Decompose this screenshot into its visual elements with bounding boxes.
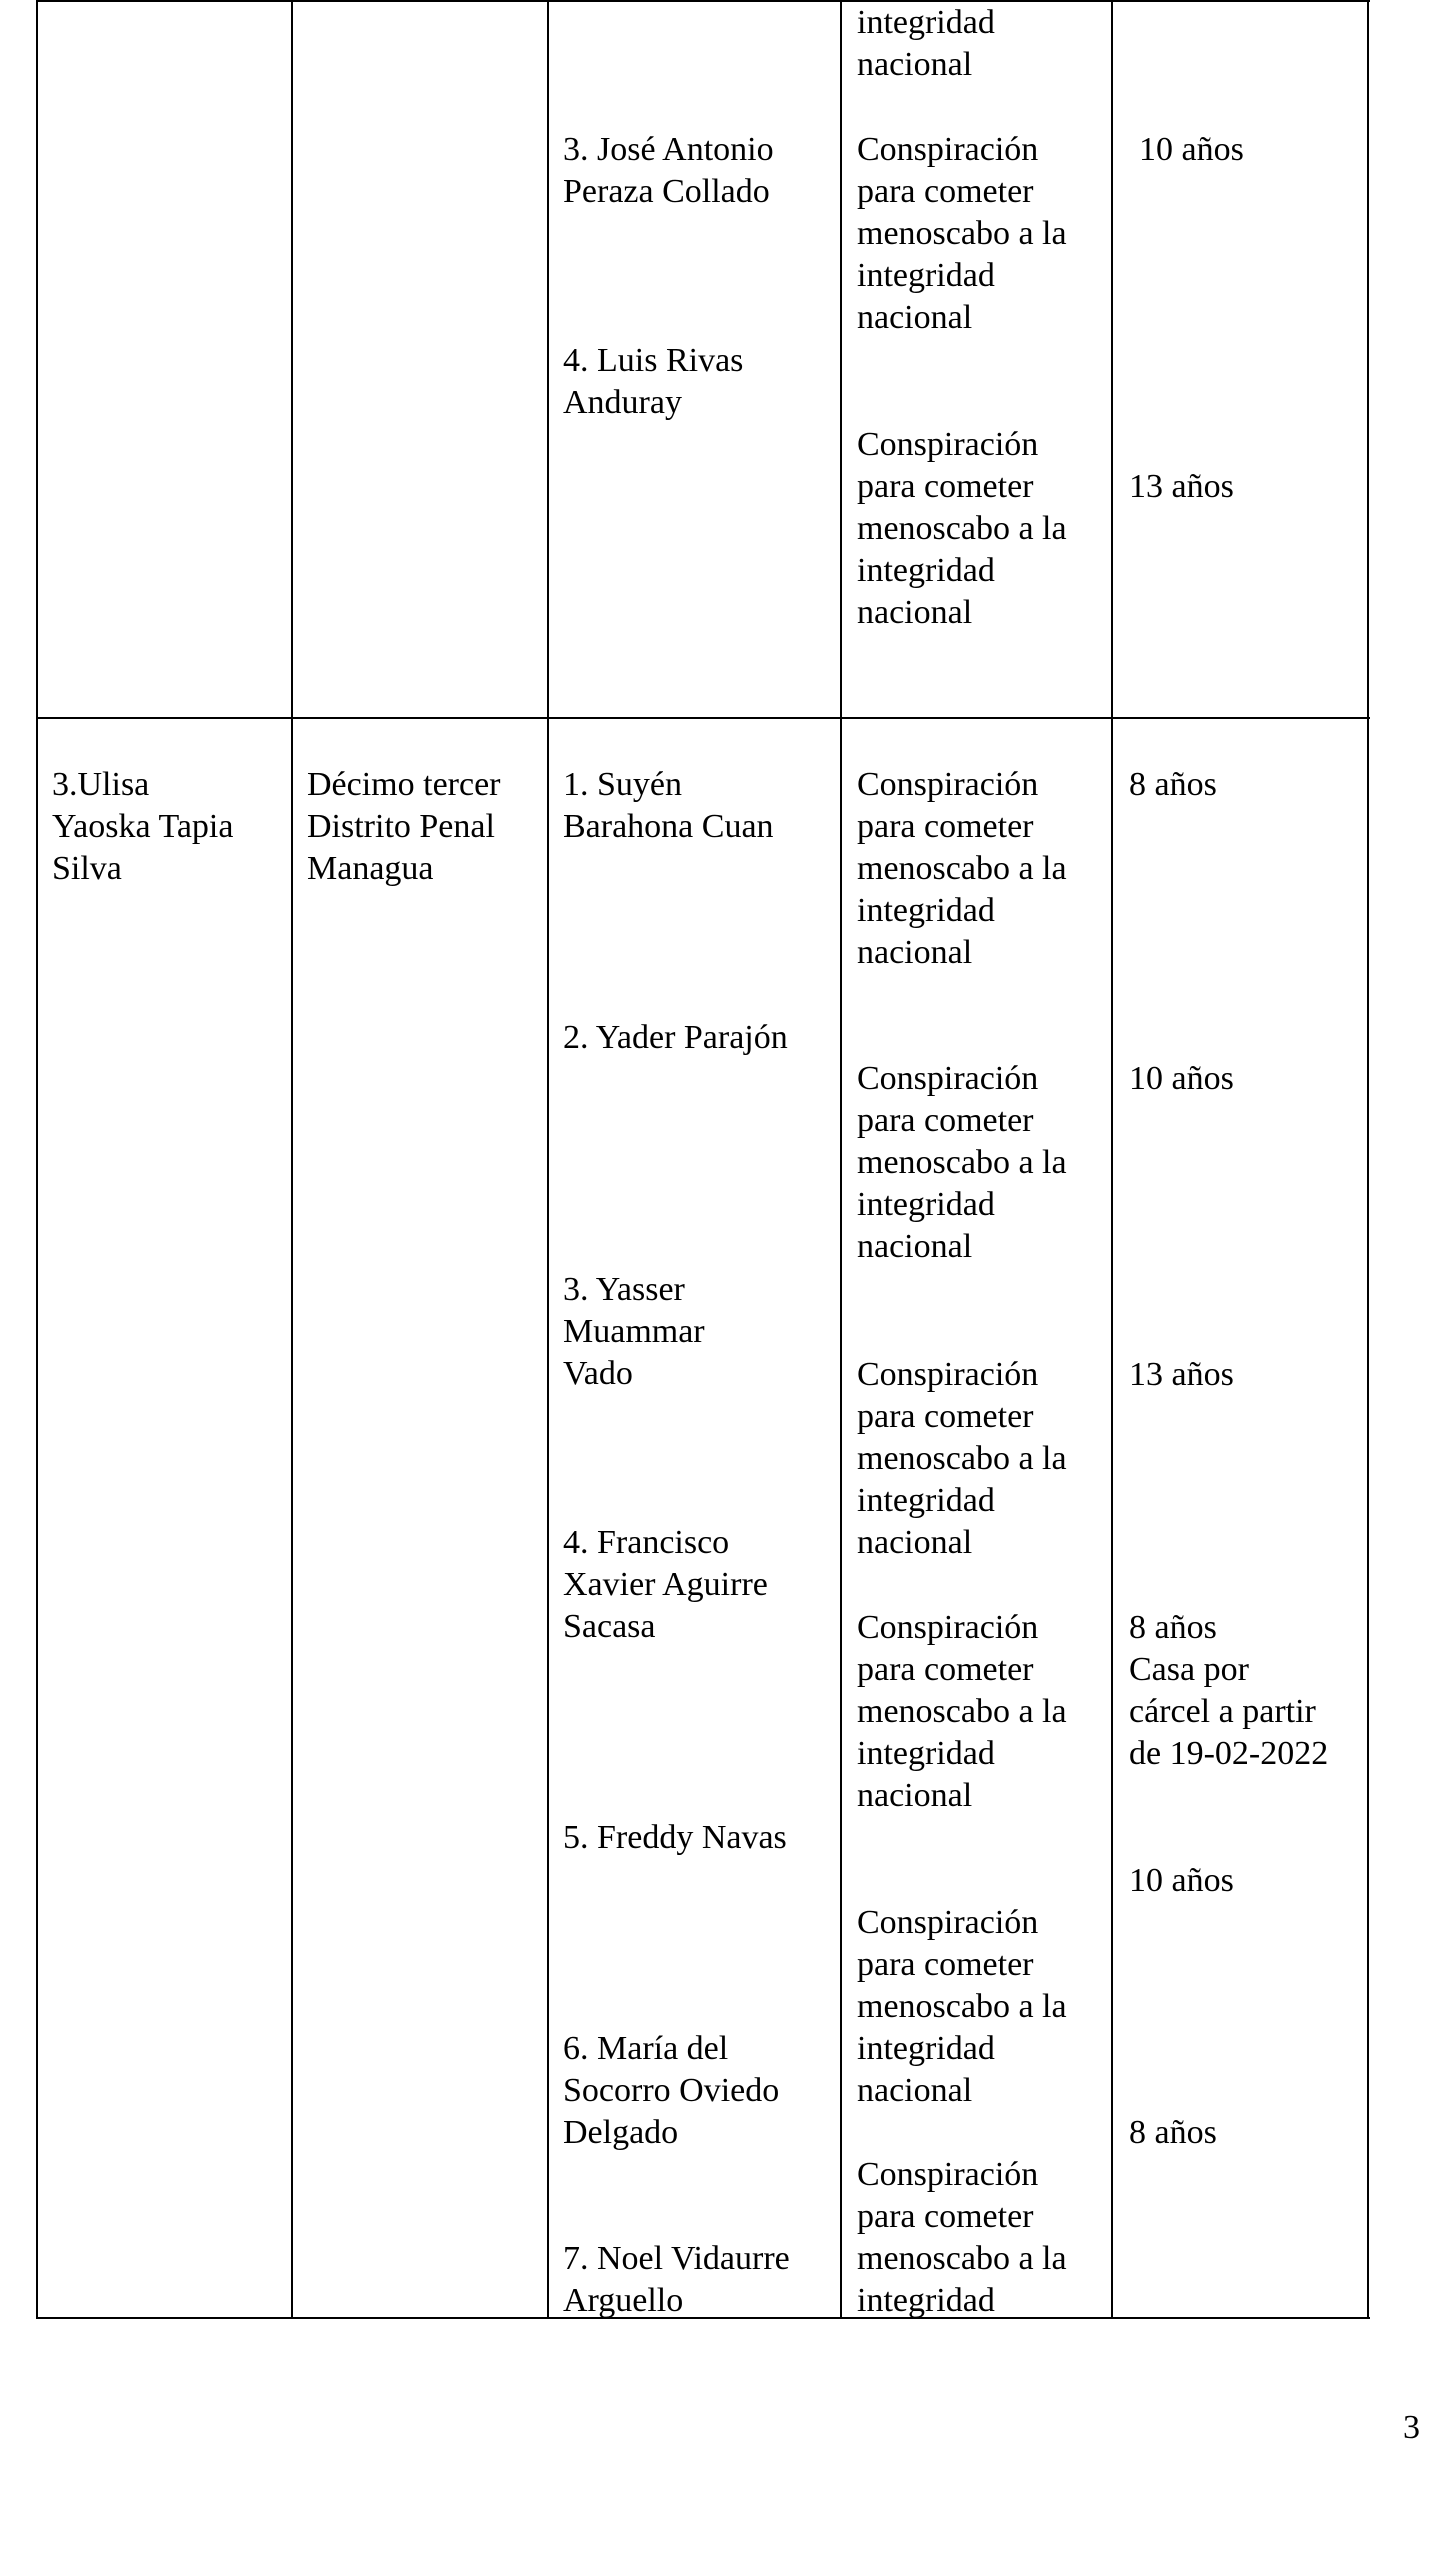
crime-cell: Conspiración para cometer menoscabo a la integridad nacional: [857, 1609, 1067, 1814]
crime-cell: Conspiración para cometer menoscabo a la integridad nacional: [857, 426, 1067, 631]
person-cell: 2. Yader Parajón: [563, 1019, 788, 1056]
judge-cell: 3.Ulisa Yaoska Tapia Silva: [52, 766, 234, 887]
row-divider: [36, 717, 1370, 719]
sentence-cell: 8 años Casa por cárcel a partir de 19-02-2022: [1129, 1609, 1329, 1772]
person-cell: 3. José Antonio Peraza Collado: [563, 131, 774, 210]
person-cell: 3. Yasser Muammar Vado: [563, 1271, 705, 1392]
person-cell: 1. Suyén Barahona Cuan: [563, 766, 774, 845]
person-cell: 4. Luis Rivas Anduray: [563, 342, 744, 421]
crime-cell: integridad nacional: [857, 4, 995, 83]
sentence-cell: 8 años: [1129, 766, 1217, 803]
crime-cell: Conspiración para cometer menoscabo a la integridad nacional: [857, 1356, 1067, 1561]
person-cell: 6. María del Socorro Oviedo Delgado: [563, 2030, 780, 2151]
column-divider-1: [291, 0, 293, 2319]
column-divider-2: [547, 0, 549, 2319]
person-cell: 5. Freddy Navas: [563, 1819, 787, 1856]
person-cell: 4. Francisco Xavier Aguirre Sacasa: [563, 1524, 768, 1645]
column-divider-3: [840, 0, 842, 2319]
person-cell: 7. Noel Vidaurre Arguello: [563, 2240, 790, 2319]
page-number: 3: [1403, 2409, 1420, 2446]
crime-cell: Conspiración para cometer menoscabo a la integridad nacional: [857, 1060, 1067, 1265]
sentence-cell: 10 años: [1129, 1862, 1234, 1899]
table-right-border: [1367, 0, 1369, 2319]
sentence-cell: 13 años: [1129, 1356, 1234, 1393]
crime-cell: Conspiración para cometer menoscabo a la integridad nacional: [857, 1904, 1067, 2109]
sentence-cell: 10 años: [1139, 131, 1244, 168]
sentence-cell: 13 años: [1129, 468, 1234, 505]
sentence-cell: 8 años: [1129, 2114, 1217, 2151]
column-divider-4: [1111, 0, 1113, 2319]
crime-cell: Conspiración para cometer menoscabo a la integridad nacional: [857, 766, 1067, 971]
crime-cell: Conspiración para cometer menoscabo a la integridad: [857, 2156, 1067, 2319]
crime-cell: Conspiración para cometer menoscabo a la integridad nacional: [857, 131, 1067, 336]
table-top-border: [36, 0, 1370, 2]
sentence-cell: 10 años: [1129, 1060, 1234, 1097]
table-left-border: [36, 0, 38, 2319]
court-cell: Décimo tercer Distrito Penal Managua: [307, 766, 501, 887]
